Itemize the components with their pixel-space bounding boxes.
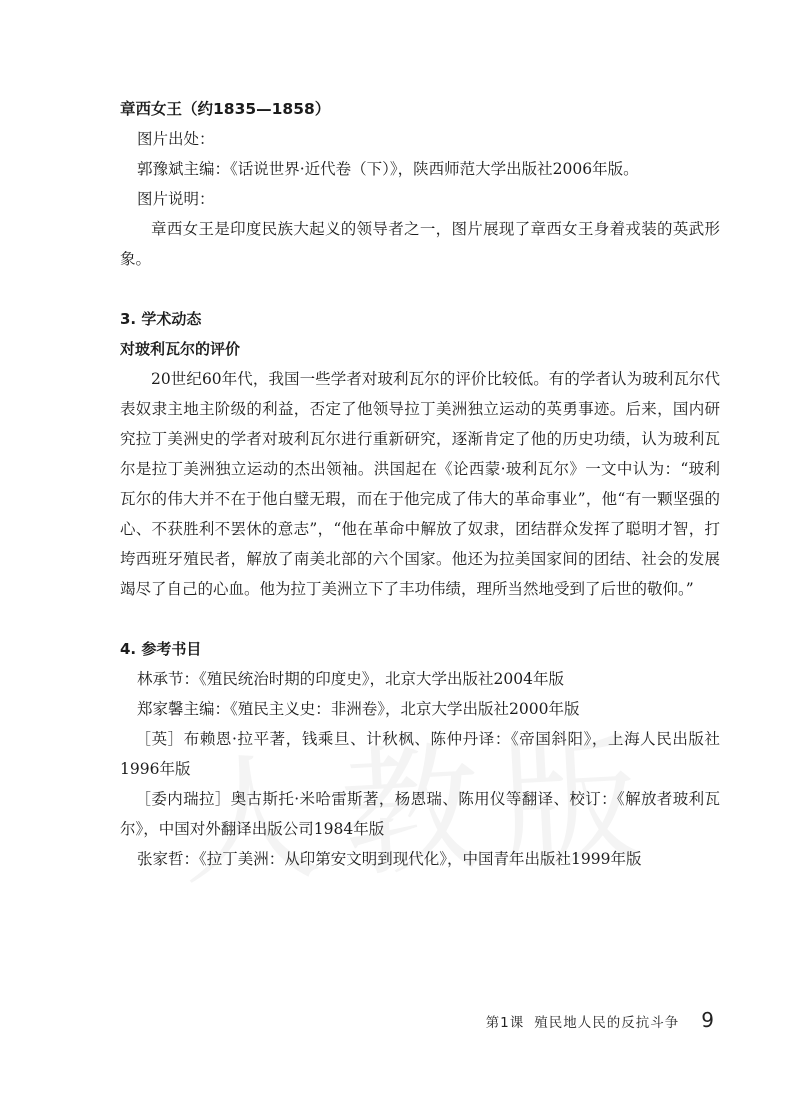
image-source-text: 郭豫斌主编：《话说世界·近代卷（下）》，陕西师范大学出版社2006年版。	[137, 160, 639, 178]
image-caption-label: 图片说明：	[137, 190, 215, 208]
section-body-bolivar: 20世纪60年代，我国一些学者对玻利瓦尔的评价比较低。有的学者认为玻利瓦尔代表奴隶主地主阶级的利益，否定了他领导拉丁美洲独立运动的英勇事迹。后来，国内研究拉丁美洲史的学者对玻利瓦尔进行重新研究，逐渐肯定了他的历史功绩，认为玻利瓦尔是拉丁美洲独立运动的杰出领袖。洪国起在《论西蒙·玻利瓦尔》一文中认为：“玻利瓦尔的伟大并不在于他白璧无瑕，而在于他完成了伟大的革命事业”，他“有一颗坚强的心、不获胜利不罢休的意志”，“他在革命中解放了奴隶，团结群众发挥了聪明才智，打垮西班牙殖民者，解放了南美北部的六个国家。他还为拉美国家间的团结、社会的发展竭尽了自己的心血。他为拉丁美洲立下了丰功伟绩，理所当然地受到了后世的敬仰。”	[120, 370, 720, 598]
reference-item: 郑家馨主编：《殖民主义史：非洲卷》，北京大学出版社2000年版	[137, 700, 580, 718]
page-footer	[486, 1008, 714, 1032]
image-caption-text: 章西女王是印度民族大起义的领导者之一，图片展现了章西女王身着戎装的英武形象。	[120, 220, 720, 268]
image-title: 章西女王（约1835—1858）	[120, 100, 331, 118]
section-subheading-bolivar: 对玻利瓦尔的评价	[120, 340, 241, 358]
reference-item: ［委内瑞拉］奥古斯托·米哈雷斯著，杨恩瑞、陈用仪等翻译、校订：《解放者玻利瓦尔》，中国对外翻译出版公司1984年版	[120, 790, 720, 838]
reference-item: 张家哲：《拉丁美洲：从印第安文明到现代化》，中国青年出版社1999年版	[137, 850, 642, 868]
reference-item: ［英］布赖恩·拉平著，钱乘旦、计秋枫、陈仲丹译：《帝国斜阳》，上海人民出版社1996年版	[120, 730, 720, 778]
page-number: 9	[701, 1008, 714, 1032]
image-source-label: 图片出处：	[137, 130, 215, 148]
page-content	[120, 94, 720, 874]
reference-item: 林承节：《殖民统治时期的印度史》，北京大学出版社2004年版	[137, 670, 564, 688]
footer-lesson-title: 殖民地人民的反抗斗争	[534, 1015, 680, 1031]
footer-lesson-number: 第1课	[485, 1015, 525, 1031]
section-heading-academic-trends: 3. 学术动态	[120, 310, 202, 328]
section-heading-references: 4. 参考书目	[120, 640, 202, 658]
